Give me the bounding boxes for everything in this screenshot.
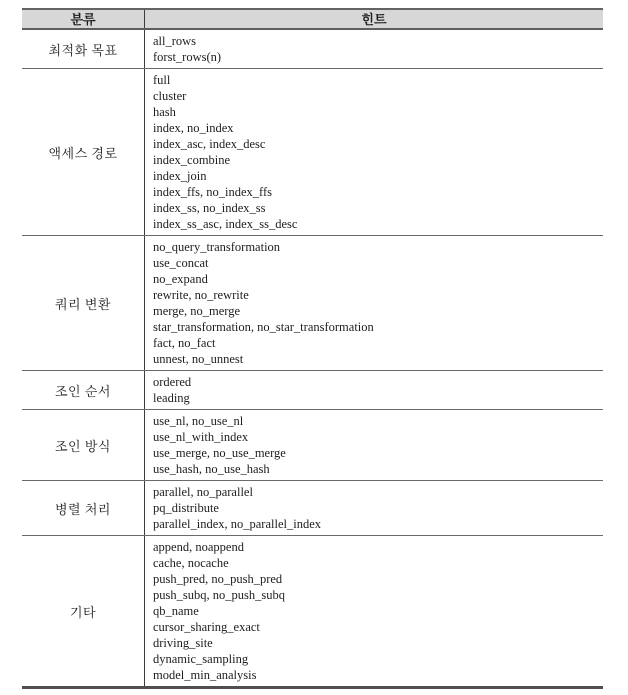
category-cell: 병렬 처리 (22, 481, 145, 535)
table-row (22, 69, 603, 236)
hint-line: driving_site (153, 636, 213, 650)
header-category: 분류 (22, 10, 145, 28)
table-row (22, 30, 603, 69)
table-header-row (22, 10, 603, 30)
category-cell: 쿼리 변환 (22, 236, 145, 370)
hint-line: no_expand (153, 272, 208, 286)
hint-line: index, no_index (153, 121, 234, 135)
hint-cell (145, 410, 603, 480)
category-cell: 조인 방식 (22, 410, 145, 480)
hint-cell (145, 30, 603, 68)
hint-line: qb_name (153, 604, 199, 618)
hint-line: index_ffs, no_index_ffs (153, 185, 272, 199)
table-row (22, 536, 603, 686)
hint-line: use_merge, no_use_merge (153, 446, 286, 460)
hint-line: parallel, no_parallel (153, 485, 253, 499)
hint-line: index_asc, index_desc (153, 137, 266, 151)
hint-line: rewrite, no_rewrite (153, 288, 249, 302)
table-row (22, 410, 603, 481)
hint-line: index_combine (153, 153, 231, 167)
category-cell: 조인 순서 (22, 371, 145, 409)
table-body (22, 30, 603, 686)
hint-line: cache, nocache (153, 556, 229, 570)
hint-line: unnest, no_unnest (153, 352, 244, 366)
hint-line: index_join (153, 169, 207, 183)
table-row (22, 236, 603, 371)
hint-line: full (153, 73, 171, 87)
hint-line: push_subq, no_push_subq (153, 588, 285, 602)
hint-line: use_nl, no_use_nl (153, 414, 244, 428)
hint-line: index_ss_asc, index_ss_desc (153, 217, 298, 231)
category-cell: 액세스 경로 (22, 69, 145, 235)
header-hint: 힌트 (361, 12, 387, 27)
hint-line: star_transformation, no_star_transformation (153, 320, 374, 334)
hint-line: pq_distribute (153, 501, 219, 515)
hint-line: merge, no_merge (153, 304, 241, 318)
hint-line: index_ss, no_index_ss (153, 201, 266, 215)
hint-line: append, noappend (153, 540, 244, 554)
hint-line: dynamic_sampling (153, 652, 249, 666)
hint-cell (145, 69, 603, 235)
hint-line: all_rows (153, 34, 197, 48)
hint-cell (145, 371, 603, 409)
hint-cell (145, 536, 603, 686)
table-row (22, 371, 603, 410)
hint-line: fact, no_fact (153, 336, 216, 350)
hint-line: use_hash, no_use_hash (153, 462, 270, 476)
hint-line: use_nl_with_index (153, 430, 249, 444)
table-row (22, 481, 603, 536)
hint-line: no_query_transformation (153, 240, 281, 254)
hint-line: model_min_analysis (153, 668, 257, 682)
hint-line: forst_rows(n) (153, 50, 222, 64)
category-cell: 최적화 목표 (22, 30, 145, 68)
hint-line: leading (153, 391, 190, 405)
hint-line: parallel_index, no_parallel_index (153, 517, 321, 531)
hint-line: ordered (153, 375, 192, 389)
hint-cell (145, 481, 603, 535)
category-cell: 기타 (22, 536, 145, 686)
hint-line: push_pred, no_push_pred (153, 572, 283, 586)
hint-category-table (22, 8, 603, 689)
hint-line: cursor_sharing_exact (153, 620, 260, 634)
hint-line: cluster (153, 89, 187, 103)
hint-cell (145, 236, 603, 370)
hint-line: hash (153, 105, 176, 119)
hint-line: use_concat (153, 256, 209, 270)
